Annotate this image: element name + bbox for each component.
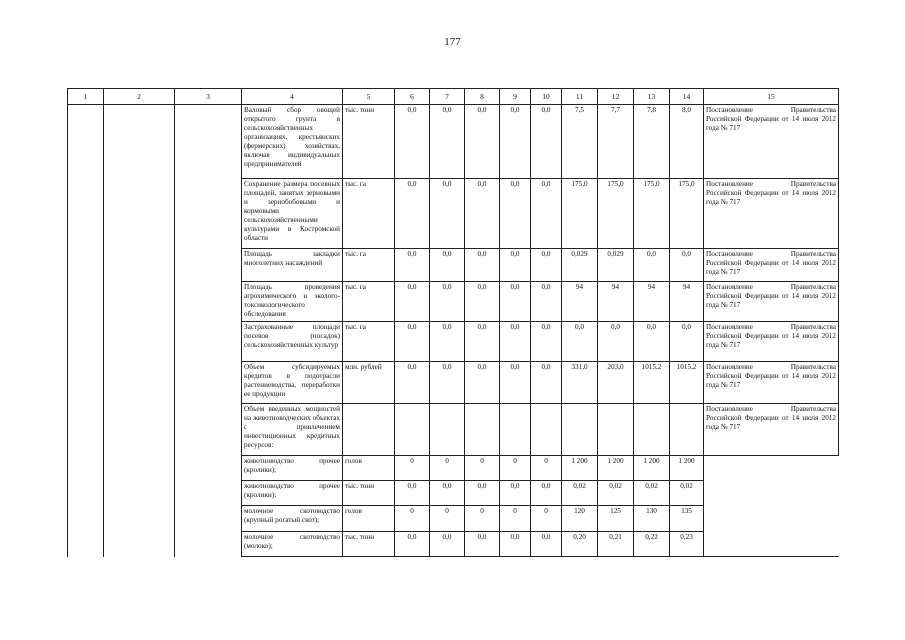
table-row	[68, 322, 839, 362]
blank-cell	[68, 481, 104, 506]
table-row	[68, 282, 839, 322]
blank-cell	[68, 362, 104, 404]
value-cell: 0,0	[395, 322, 430, 362]
blank-cell	[704, 481, 839, 506]
value-cell: 0,0	[395, 179, 430, 249]
unit-cell: млн. рублей	[343, 362, 395, 404]
value-cell: 0,0	[395, 481, 430, 506]
blank-cell	[68, 282, 104, 322]
blank-cell	[68, 322, 104, 362]
table-row	[68, 404, 839, 456]
value-cell: 1 200	[562, 456, 598, 481]
column-header: 8	[465, 89, 500, 105]
value-cell: 8,0	[670, 105, 704, 179]
value-cell: 331,0	[562, 362, 598, 404]
indicator-cell: молочное скотоводство (молоко);	[242, 532, 343, 557]
indicator-cell: Валовый сбор овощей открытого грунта в сельскохозяйственных организациях, крестьянских (фермерских) хозяйствах, включая индивидуальных предпринимателей	[242, 105, 343, 179]
column-header: 9	[500, 89, 531, 105]
value-cell: 175,0	[562, 179, 598, 249]
column-header: 14	[670, 89, 704, 105]
basis-cell: Постановление Правительства Российской Федерации от 14 июля 2012 года № 717	[704, 249, 839, 282]
value-cell: 0	[465, 506, 500, 532]
value-cell: 0	[500, 506, 531, 532]
value-cell: 0,0	[395, 105, 430, 179]
blank-cell	[104, 282, 175, 322]
value-cell: 0,02	[670, 481, 704, 506]
value-cell: 0,0	[531, 105, 562, 179]
blank-cell	[104, 179, 175, 249]
indicator-cell: Объем субсидируемых кредитов в подотрасли растениеводства, переработки ее продукции	[242, 362, 343, 404]
value-cell: 7,7	[598, 105, 634, 179]
unit-cell: тыс. га	[343, 249, 395, 282]
value-cell: 0	[500, 456, 531, 481]
blank-cell	[175, 282, 242, 322]
value-cell: 175,0	[598, 179, 634, 249]
page-number: 177	[444, 36, 461, 48]
blank-cell	[175, 456, 242, 481]
value-cell: 0,0	[670, 322, 704, 362]
basis-cell: Постановление Правительства Российской Федерации от 14 июля 2012 года № 717	[704, 282, 839, 322]
value-cell: 0,0	[395, 362, 430, 404]
value-cell: 0,21	[598, 532, 634, 557]
value-cell: 175,0	[670, 179, 704, 249]
value-cell: 0,0	[395, 532, 430, 557]
value-cell: 0,0	[465, 249, 500, 282]
blank-cell	[175, 506, 242, 532]
value-cell: 0,0	[465, 282, 500, 322]
table-row	[68, 179, 839, 249]
unit-cell: тыс. тонн	[343, 532, 395, 557]
blank-cell	[68, 179, 104, 249]
blank-cell	[175, 105, 242, 179]
value-cell: 203,0	[598, 362, 634, 404]
value-cell: 0,0	[430, 322, 465, 362]
column-header: 3	[175, 89, 242, 105]
indicator-cell: Застрахованные площади посевов (посадок) сельскохозяйственных культур	[242, 322, 343, 362]
value-cell: 0,0	[598, 322, 634, 362]
blank-cell	[68, 105, 104, 179]
unit-cell: голов	[343, 456, 395, 481]
value-cell: 7,5	[562, 105, 598, 179]
value-cell: 175,0	[634, 179, 670, 249]
value-cell: 120	[562, 506, 598, 532]
value-cell: 94	[634, 282, 670, 322]
value-cell	[670, 404, 704, 456]
value-cell: 0,0	[395, 282, 430, 322]
value-cell: 0	[395, 456, 430, 481]
value-cell: 0,0	[531, 249, 562, 282]
value-cell: 0,0	[430, 362, 465, 404]
value-cell: 1 200	[670, 456, 704, 481]
value-cell: 0	[430, 456, 465, 481]
value-cell: 0,0	[430, 249, 465, 282]
value-cell	[531, 404, 562, 456]
blank-cell	[175, 532, 242, 557]
blank-cell	[104, 456, 175, 481]
blank-cell	[175, 481, 242, 506]
value-cell	[634, 404, 670, 456]
unit-cell	[343, 404, 395, 456]
indicator-cell: Площадь закладки многолетних насаждений	[242, 249, 343, 282]
value-cell: 0,02	[598, 481, 634, 506]
table-row	[68, 249, 839, 282]
value-cell	[465, 404, 500, 456]
indicator-cell: молочное скотоводство (крупный рогатый скот);	[242, 506, 343, 532]
value-cell: 0,0	[500, 532, 531, 557]
blank-cell	[175, 362, 242, 404]
value-cell: 0,0	[430, 481, 465, 506]
blank-cell	[175, 322, 242, 362]
value-cell: 0,0	[395, 249, 430, 282]
program-indicators-table	[67, 88, 839, 557]
blank-cell	[175, 179, 242, 249]
value-cell	[500, 404, 531, 456]
value-cell: 0,0	[465, 179, 500, 249]
basis-cell: Постановление Правительства Российской Федерации от 14 июля 2012 года № 717	[704, 179, 839, 249]
column-header: 10	[531, 89, 562, 105]
indicator-cell: Сохранение размера посевных площадей, занятых зерновыми и зернобобовыми и кормовыми сельскохозяйственными культурами в Костромской области	[242, 179, 343, 249]
table-row	[68, 362, 839, 404]
basis-cell: Постановление Правительства Российской Федерации от 14 июля 2012 года № 717	[704, 404, 839, 456]
value-cell: 0,0	[670, 249, 704, 282]
value-cell	[598, 404, 634, 456]
column-header: 13	[634, 89, 670, 105]
value-cell: 0,0	[634, 249, 670, 282]
value-cell: 130	[634, 506, 670, 532]
blank-cell	[68, 506, 104, 532]
column-header: 5	[343, 89, 395, 105]
column-header: 12	[598, 89, 634, 105]
value-cell: 0,0	[430, 532, 465, 557]
value-cell: 0,0	[500, 362, 531, 404]
value-cell: 0,0	[531, 362, 562, 404]
blank-cell	[68, 456, 104, 481]
value-cell: 0,0	[500, 249, 531, 282]
unit-cell: тыс. тонн	[343, 105, 395, 179]
value-cell: 0,029	[598, 249, 634, 282]
table-row	[68, 456, 839, 481]
value-cell: 0	[531, 506, 562, 532]
blank-cell	[68, 249, 104, 282]
basis-cell: Постановление Правительства Российской Федерации от 14 июля 2012 года № 717	[704, 322, 839, 362]
value-cell: 0,0	[562, 322, 598, 362]
value-cell	[395, 404, 430, 456]
blank-cell	[104, 404, 175, 456]
value-cell: 0	[465, 456, 500, 481]
unit-cell: тыс. га	[343, 322, 395, 362]
value-cell: 0,0	[500, 322, 531, 362]
value-cell: 0,0	[500, 481, 531, 506]
value-cell: 94	[598, 282, 634, 322]
value-cell: 0,0	[531, 532, 562, 557]
value-cell	[430, 404, 465, 456]
value-cell: 0	[430, 506, 465, 532]
indicator-cell: Объем введенных мощностей на животноводческих объектах с привлечением инвестиционных кредитных ресурсов:	[242, 404, 343, 456]
blank-cell	[104, 105, 175, 179]
value-cell: 1 200	[634, 456, 670, 481]
blank-cell	[175, 404, 242, 456]
value-cell: 94	[670, 282, 704, 322]
column-header: 4	[242, 89, 343, 105]
unit-cell: тыс. тонн	[343, 481, 395, 506]
value-cell: 0	[395, 506, 430, 532]
value-cell: 0,029	[562, 249, 598, 282]
unit-cell: тыс. га	[343, 179, 395, 249]
blank-cell	[104, 362, 175, 404]
value-cell: 0,0	[531, 481, 562, 506]
value-cell: 0,22	[634, 532, 670, 557]
column-header: 11	[562, 89, 598, 105]
value-cell	[562, 404, 598, 456]
table-row	[68, 532, 839, 557]
value-cell: 1015,2	[670, 362, 704, 404]
blank-cell	[175, 249, 242, 282]
blank-cell	[104, 532, 175, 557]
table-row	[68, 105, 839, 179]
value-cell: 0,0	[531, 179, 562, 249]
value-cell: 0,0	[531, 282, 562, 322]
blank-cell	[704, 456, 839, 481]
column-number-row	[68, 89, 839, 105]
unit-cell: тыс. га	[343, 282, 395, 322]
indicator-cell: Площадь проведения агрохимического и эколого-токсикологического обследования	[242, 282, 343, 322]
value-cell: 0,0	[500, 282, 531, 322]
column-header: 6	[395, 89, 430, 105]
value-cell: 0,0	[634, 322, 670, 362]
value-cell: 94	[562, 282, 598, 322]
value-cell: 0,0	[465, 532, 500, 557]
value-cell: 0,0	[430, 105, 465, 179]
blank-cell	[704, 532, 839, 557]
column-header: 2	[104, 89, 175, 105]
blank-cell	[104, 249, 175, 282]
blank-cell	[104, 506, 175, 532]
value-cell: 125	[598, 506, 634, 532]
basis-cell: Постановление Правительства Российской Федерации от 14 июля 2012 года № 717	[704, 105, 839, 179]
value-cell: 1015,2	[634, 362, 670, 404]
blank-cell	[68, 532, 104, 557]
value-cell: 0,0	[465, 105, 500, 179]
value-cell: 1 200	[598, 456, 634, 481]
value-cell: 0,02	[562, 481, 598, 506]
table-row	[68, 506, 839, 532]
value-cell: 0,23	[670, 532, 704, 557]
blank-cell	[104, 481, 175, 506]
value-cell: 135	[670, 506, 704, 532]
table-row	[68, 481, 839, 506]
value-cell: 0,0	[430, 282, 465, 322]
unit-cell: голов	[343, 506, 395, 532]
value-cell: 0,0	[465, 322, 500, 362]
column-header: 1	[68, 89, 104, 105]
blank-cell	[104, 322, 175, 362]
value-cell: 0,0	[465, 481, 500, 506]
value-cell: 0,0	[430, 179, 465, 249]
value-cell: 0,02	[634, 481, 670, 506]
column-header: 15	[704, 89, 839, 105]
basis-cell: Постановление Правительства Российской Федерации от 14 июля 2012 года № 717	[704, 362, 839, 404]
indicator-cell: животноводство прочее (кролики);	[242, 456, 343, 481]
value-cell: 0	[531, 456, 562, 481]
value-cell: 0,0	[500, 179, 531, 249]
blank-cell	[704, 506, 839, 532]
value-cell: 0,20	[562, 532, 598, 557]
value-cell: 0,0	[500, 105, 531, 179]
indicator-cell: животноводство прочее (кролики);	[242, 481, 343, 506]
value-cell: 0,0	[531, 322, 562, 362]
value-cell: 7,8	[634, 105, 670, 179]
column-header: 7	[430, 89, 465, 105]
blank-cell	[68, 404, 104, 456]
value-cell: 0,0	[465, 362, 500, 404]
